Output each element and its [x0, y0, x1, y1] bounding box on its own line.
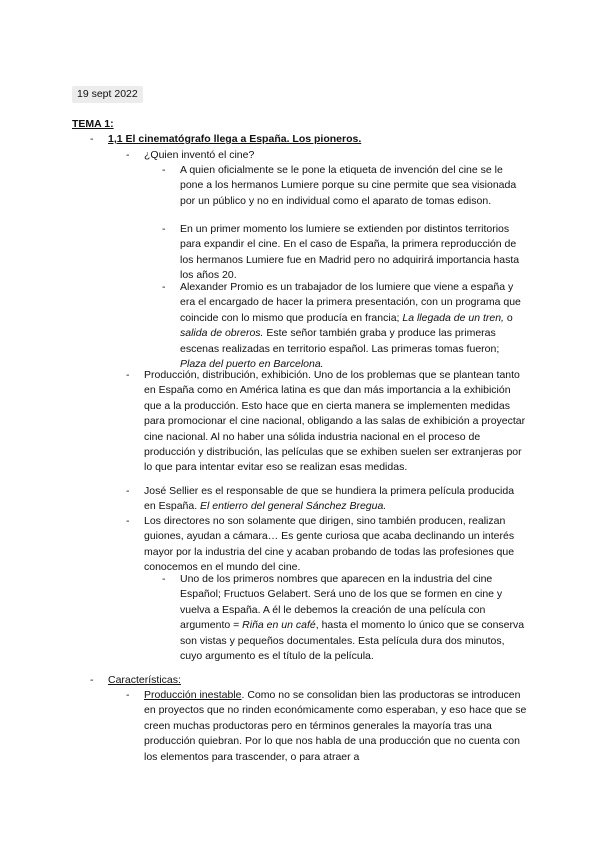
bullet-dash: - — [162, 164, 166, 176]
promio-text: Alexander Promio es un trabajador de los lumiere que viene a españa y era el encargado de hacer la primera presentación, con un programa que coincide con lo mismo que producía en francia; — [180, 281, 521, 324]
gelabert-text: Uno de los primeros nombres que aparecen en la industria del cine Español; Fructuos Gelabert. Será uno de los que se formen en cine y vuelva a España. A él le debemos la creación de una película con argumento = — [180, 573, 503, 632]
film-title-barcelona: Plaza del puerto en Barcelona. — [180, 358, 324, 371]
topic-title: TEMA 1: — [72, 118, 114, 130]
section-heading: 1,1 El cinematógrafo llega a España. Los pioneros. — [108, 133, 362, 145]
bullet-dash: - — [90, 674, 94, 686]
bullet-dash: - — [90, 133, 94, 145]
paragraph-sellier — [144, 484, 526, 515]
bullet-dash: - — [162, 573, 166, 585]
bullet-dash: - — [126, 149, 130, 161]
film-title-obreros: salida de obreros. — [180, 327, 264, 340]
gelabert-text: , hasta el momento lo único que se conserva son vistas y pequeños documentales. Esta película dura dos minutos, cuyo argumento es el título de la película. — [180, 619, 525, 663]
bullet-dash: - — [126, 485, 130, 497]
bullet-dash: - — [162, 281, 166, 293]
film-title-entierro: El entierro del general Sánchez Bregua. — [200, 500, 387, 513]
promio-text: o — [503, 311, 513, 324]
bullet-dash: - — [162, 223, 166, 235]
film-title-tren: La llegada de un tren, — [402, 311, 504, 324]
promio-text: Este señor también graba y produce las primeras escenas realizadas en territorio español. Las primeras tomas fueron; — [180, 327, 500, 355]
caracteristicas-heading: Características: — [108, 674, 181, 686]
paragraph-lumiere-expansion: En un primer momento los lumiere se extienden por distintos territorios para expandir el cine. En el caso de España, la primera reproducción de los hermanos Lumiere fue en Madrid pero no adquirirá importancia hasta los años 20. — [180, 223, 520, 282]
paragraph-promio — [180, 280, 526, 372]
bullet-dash: - — [126, 369, 130, 381]
inestable-text: . Como no se consolidan bien las productoras se introducen en proyectos que no rinden económicamente como esperaban, y eso hace que se creen muchas productoras pero en términos generales la mayoría tras una producción quiebran. Por lo que nos habla de una producción que no cuenta con los elementos para trascender, o para atraer a — [144, 689, 527, 763]
date-chip: 19 sept 2022 — [72, 86, 143, 103]
paragraph-directores: Los directores no son solamente que dirigen, sino también producen, realizan guiones, ayudan a cámara… Es gente curiosa que acaba declinando un interés mayor por la industria del cine y acaban probando de todas las profesiones que conocemos en el mundo del cine. — [144, 515, 515, 574]
paragraph-produccion-inestable — [144, 688, 528, 765]
bullet-dash: - — [126, 515, 130, 527]
paragraph-produccion: Producción, distribución, exhibición. Uno de los problemas que se plantean tanto en España como en América latina es que dan más importancia a la exhibición que a la producción. Esto hace que en cierta manera se implementen medidas para promocionar el cine nacional, obligando a las salas de exhibición a proyectar cine nacional. Al no haber una sólida industria nacional en el proceso de producción y distribución, las películas que se exhiben suelen ser extranjeras por lo que para intentar evitar eso se realizan esas medidas. — [144, 369, 526, 474]
bullet-dash: - — [126, 689, 130, 701]
inestable-label: Producción inestable — [144, 689, 242, 701]
paragraph-lumiere-invention: A quien oficialmente se le pone la etiqueta de invención del cine se le pone a los hermanos Lumiere porque su cine permite que sea visionada por un público y no en individual como el aparato de tomas edison. — [180, 164, 517, 207]
sellier-text: José Sellier es el responsable de que se hundiera la primera película producida en España. — [144, 485, 515, 513]
question-who-invented: ¿Quien inventó el cine? — [144, 149, 255, 161]
paragraph-gelabert — [180, 572, 526, 664]
film-title-rina: Riña en un café — [242, 619, 316, 632]
